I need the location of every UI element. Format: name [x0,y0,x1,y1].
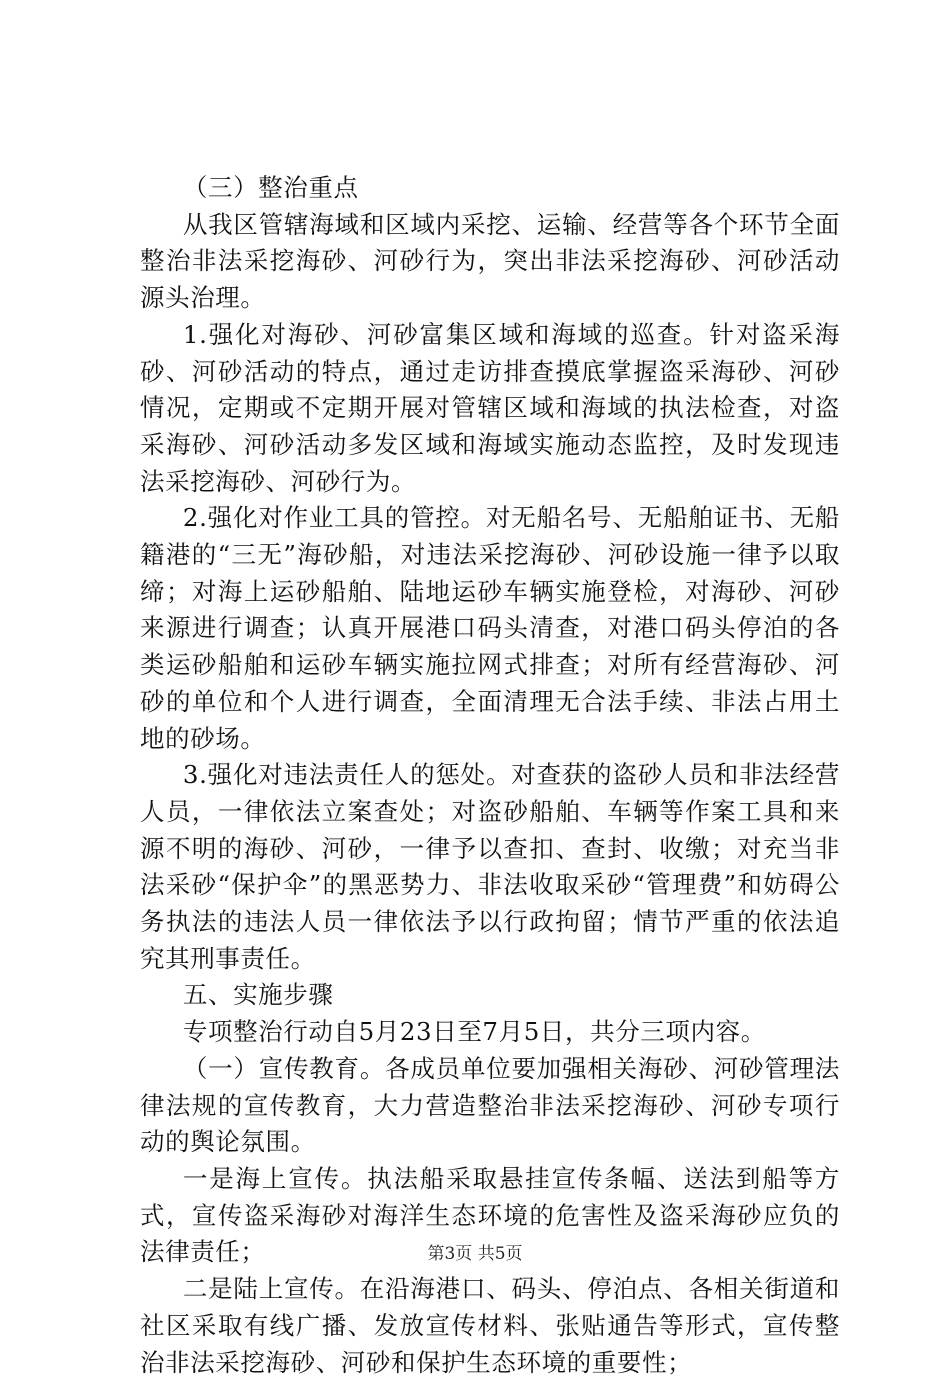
page-number: 第3页 共5页 [427,1244,523,1264]
paragraph-sea-publicity: 一是海上宣传。执法船采取悬挂宣传条幅、送法到船等方式，宣传盗采海砂对海洋生态环境的危害性及盗采海砂应负的法律责任； [140,1163,840,1267]
paragraph-land-publicity: 二是陆上宣传。在沿海港口、码头、停泊点、各相关街道和社区采取有线广播、发放宣传材料、张贴通告等形式，宣传整治非法采挖海砂、河砂和保护生态环境的重要性； [140,1274,840,1377]
document-body [140,170,840,1381]
section-heading-5: 五、实施步骤 [182,980,334,1010]
paragraph-scope: 从我区管辖海域和区域内采挖、运输、经营等各个环节全面整治非法采挖海砂、河砂行为，突出非法采挖海砂、河砂活动源头治理。 [140,209,840,313]
paragraph-item-2: 2.强化对作业工具的管控。对无船名号、无船舶证书、无船籍港的“三无”海砂船，对违法采挖海砂、河砂设施一律予以取缔；对海上运砂船舶、陆地运砂车辆实施登检，对海砂、河砂来源进行调查；认真开展港口码头清查，对港口码头停泊的各类运砂船舶和运砂车辆实施拉网式排查；对所有经营海砂、河砂的单位和个人进行调查，全面清理无合法手续、非法占用土地的砂场。 [140,503,840,753]
paragraph-publicity: （一）宣传教育。各成员单位要加强相关海砂、河砂管理法律法规的宣传教育，大力营造整治非法采挖海砂、河砂专项行动的舆论氛围。 [140,1053,840,1157]
section-heading-3: （三）整治重点 [182,173,359,202]
paragraph-item-1: 1.强化对海砂、河砂富集区域和海域的巡查。针对盗采海砂、河砂活动的特点，通过走访排查摸底掌握盗采海砂、河砂情况，定期或不定期开展对管辖区域和海域的执法检查，对盗采海砂、河砂活动多发区域和海域实施动态监控，及时发现违法采挖海砂、河砂行为。 [140,319,840,496]
paragraph-schedule: 专项整治行动自5月23日至7月5日，共分三项内容。 [182,1017,766,1047]
paragraph-item-3: 3.强化对违法责任人的惩处。对查获的盗砂人员和非法经营人员，一律依法立案查处；对盗砂船舶、车辆等作案工具和来源不明的海砂、河砂，一律予以查扣、查封、收缴；对充当非法采砂“保护伞”的黑恶势力、非法收取采砂“管理费”和妨碍公务执法的违法人员一律依法予以行政拘留；情节严重的依法追究其刑事责任。 [140,760,840,973]
